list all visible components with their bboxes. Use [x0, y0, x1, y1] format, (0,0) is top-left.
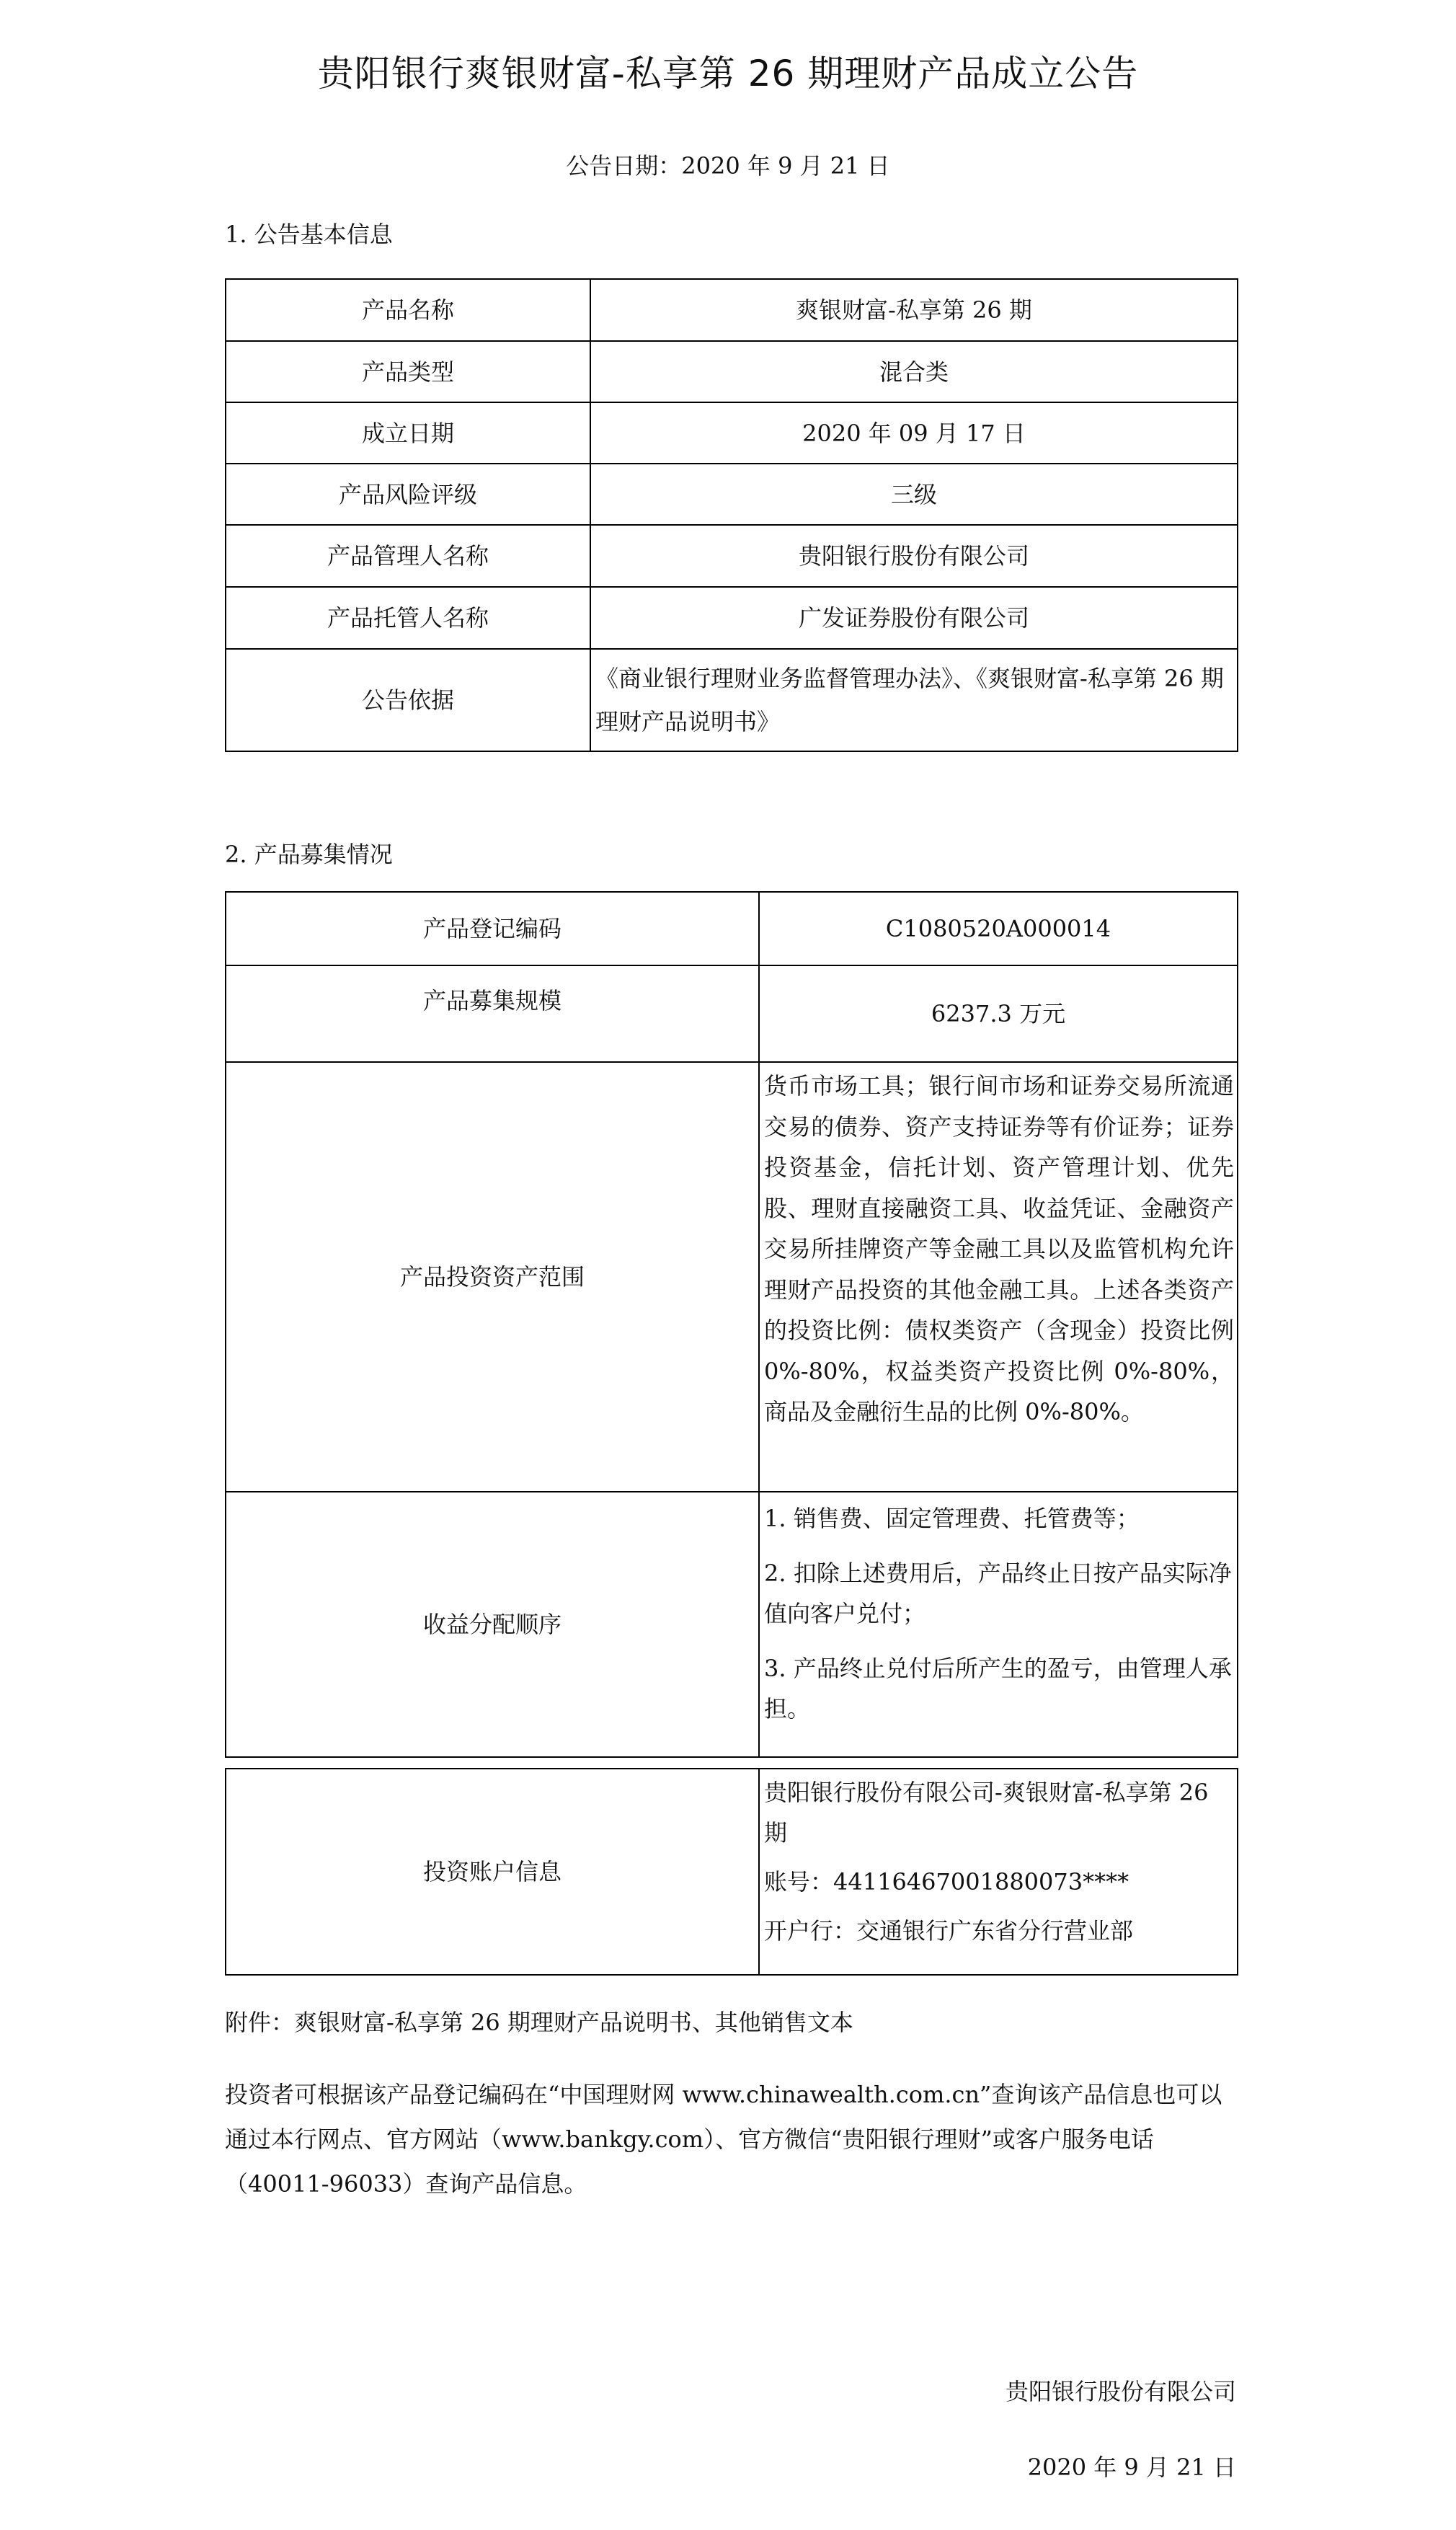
table-row	[226, 464, 1238, 525]
row-value: 6237.3 万元	[759, 965, 1238, 1062]
row-value: 爽银财富-私享第 26 期	[590, 279, 1238, 341]
section-2-heading: 2. 产品募集情况	[225, 841, 393, 868]
inquiry-notice: 投资者可根据该产品登记编码在“中国理财网 www.chinawealth.com.cn”查询该产品信息也可以通过本行网点、官方网站（www.bankgy.com）、官方微信“贵阳银行理财”或客户服务电话（40011-96033）查询产品信息。	[225, 2081, 1222, 2198]
row-value	[759, 1769, 1238, 1975]
row-label: 产品募集规模	[226, 965, 759, 1062]
row-label: 产品风险评级	[226, 464, 590, 525]
row-value	[759, 1492, 1238, 1757]
table-row	[226, 1492, 1238, 1757]
row-label: 公告依据	[226, 649, 590, 751]
row-value: 混合类	[590, 341, 1238, 402]
row-label: 产品管理人名称	[226, 525, 590, 587]
fundraising-table	[225, 891, 1238, 1758]
account-number: 账号：44116467001880073****	[764, 1868, 1129, 1896]
attachment-note: 附件：爽银财富-私享第 26 期理财产品说明书、其他销售文本	[225, 2009, 853, 2036]
signature-date: 2020 年 9 月 21 日	[1027, 2454, 1236, 2481]
row-value: 广发证券股份有限公司	[590, 587, 1238, 649]
table-row	[226, 525, 1238, 587]
table-row	[226, 1062, 1238, 1492]
row-label: 成立日期	[226, 402, 590, 464]
table-row	[226, 1769, 1238, 1975]
table-row	[226, 341, 1238, 402]
row-label: 产品登记编码	[226, 892, 759, 965]
list-item: 1. 销售费、固定管理费、托管费等；	[764, 1505, 1140, 1532]
row-value: 2020 年 09 月 17 日	[590, 402, 1238, 464]
row-value: 贵阳银行股份有限公司	[590, 525, 1238, 587]
list-item: 3. 产品终止兑付后所产生的盈亏，由管理人承担。	[764, 1655, 1232, 1722]
row-value: 三级	[590, 464, 1238, 525]
basic-info-table	[225, 278, 1238, 752]
account-bank: 开户行：交通银行广东省分行营业部	[764, 1917, 1134, 1945]
section-1-heading: 1. 公告基本信息	[225, 221, 393, 248]
table-row	[226, 402, 1238, 464]
row-value: 《商业银行理财业务监督管理办法》、《爽银财富-私享第 26 期理财产品说明书》	[590, 649, 1238, 751]
row-value: C1080520A000014	[759, 892, 1238, 965]
row-label: 投资账户信息	[226, 1769, 759, 1975]
row-label: 产品托管人名称	[226, 587, 590, 649]
signature-company: 贵阳银行股份有限公司	[1005, 2378, 1236, 2405]
row-value: 货币市场工具；银行间市场和证券交易所流通交易的债券、资产支持证券等有价证券；证券投资基金，信托计划、资产管理计划、优先股、理财直接融资工具、收益凭证、金融资产交易所挂牌资产等金融工具以及监管机构允许理财产品投资的其他金融工具。上述各类资产的投资比例：债权类资产（含现金）投资比例 0%-80%，权益类资产投资比例 0%-80%，商品及金融衍生品的比例 0%-80%。	[759, 1062, 1238, 1492]
row-label: 产品投资资产范围	[226, 1062, 759, 1492]
page-title: 贵阳银行爽银财富-私享第 26 期理财产品成立公告	[317, 53, 1139, 94]
table-row	[226, 279, 1238, 341]
table-row	[226, 587, 1238, 649]
list-item: 2. 扣除上述费用后，产品终止日按产品实际净值向客户兑付；	[764, 1560, 1232, 1627]
table-row	[226, 965, 1238, 1062]
row-label: 收益分配顺序	[226, 1492, 759, 1757]
account-table	[225, 1768, 1238, 1976]
account-name: 贵阳银行股份有限公司-爽银财富-私享第 26 期	[764, 1779, 1209, 1846]
row-label: 产品类型	[226, 341, 590, 402]
table-row	[226, 892, 1238, 965]
table-row	[226, 649, 1238, 751]
row-label: 产品名称	[226, 279, 590, 341]
publish-date: 公告日期：2020 年 9 月 21 日	[566, 152, 890, 180]
